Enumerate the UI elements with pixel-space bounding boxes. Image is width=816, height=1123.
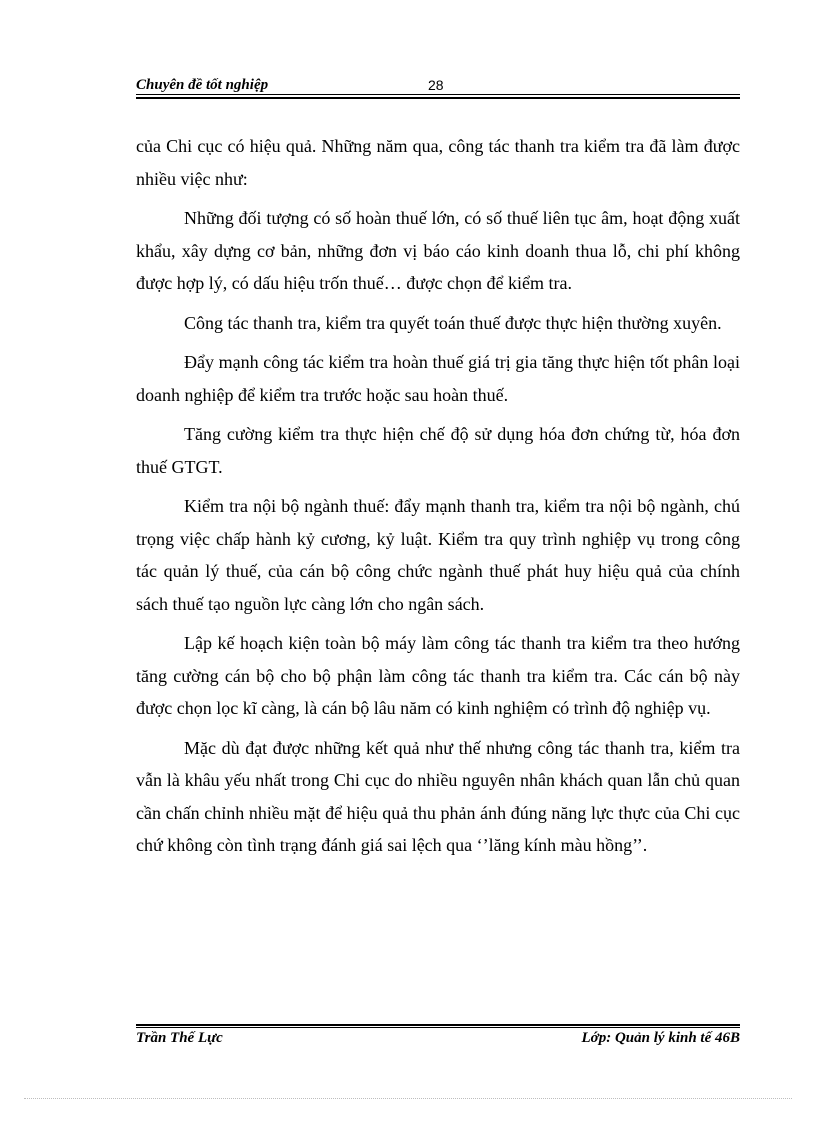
- header-rule-thin: [136, 94, 740, 95]
- paragraph-7: Lập kế hoạch kiện toàn bộ máy làm công tác thanh tra kiểm tra theo hướng tăng cường cán bộ cho bộ phận làm công tác thanh tra kiểm tra. Các cán bộ này được chọn lọc kĩ càng, là cán bộ lâu năm có kinh nghiệm có trình độ nghiệp vụ.: [136, 633, 740, 718]
- page-break-dotted-line: [24, 1098, 792, 1099]
- page-footer: [136, 1030, 740, 1050]
- paragraph-8: Mặc dù đạt được những kết quả như thế nhưng công tác thanh tra, kiểm tra vẫn là khâu yếu nhất trong Chi cục do nhiều nguyên nhân khách quan lẫn chủ quan cần chấn chỉnh nhiều mặt để hiệu quả thu phản ánh đúng năng lực thực của Chi cục chứ không còn tình trạng đánh giá sai lệch qua ‘’lăng kính màu hồng’’.: [136, 737, 740, 855]
- footer-class: Lớp: Quản lý kinh tế 46B: [581, 1030, 740, 1046]
- body-text: [136, 130, 740, 869]
- footer-rule-thick: [136, 1024, 740, 1026]
- paragraph-2: Những đối tượng có số hoàn thuế lớn, có số thuế liên tục âm, hoạt động xuất khẩu, xây dựng cơ bản, những đơn vị báo cáo kinh doanh thua lỗ, chi phí không được hợp lý, có dấu hiệu trốn thuế… được chọn để kiểm tra.: [136, 208, 740, 293]
- header-title: Chuyên đề tốt nghiệp: [136, 77, 269, 93]
- paragraph-5: Tăng cường kiểm tra thực hiện chế độ sử dụng hóa đơn chứng từ, hóa đơn thuế GTGT.: [136, 424, 740, 477]
- paragraph-6: Kiểm tra nội bộ ngành thuế: đẩy mạnh thanh tra, kiểm tra nội bộ ngành, chú trọng việc chấp hành kỷ cương, kỷ luật. Kiểm tra quy trình nghiệp vụ trong công tác quản lý thuế, của cán bộ công chức ngành thuế phát huy hiệu quả của chính sách thuế tạo nguồn lực càng lớn cho ngân sách.: [136, 496, 740, 614]
- footer-author: Trần Thế Lực: [136, 1030, 223, 1046]
- paragraph-1: của Chi cục có hiệu quả. Những năm qua, công tác thanh tra kiểm tra đã làm được nhiều việc như:: [136, 136, 740, 189]
- page-header: [136, 76, 740, 96]
- paragraph-4: Đẩy mạnh công tác kiểm tra hoàn thuế giá trị gia tăng thực hiện tốt phân loại doanh nghiệp để kiểm tra trước hoặc sau hoàn thuế.: [136, 352, 740, 405]
- footer-rule-thin: [136, 1027, 740, 1028]
- page-number: 28: [428, 77, 444, 93]
- paragraph-3: Công tác thanh tra, kiểm tra quyết toán thuế được thực hiện thường xuyên.: [184, 312, 722, 333]
- header-rule-thick: [136, 97, 740, 99]
